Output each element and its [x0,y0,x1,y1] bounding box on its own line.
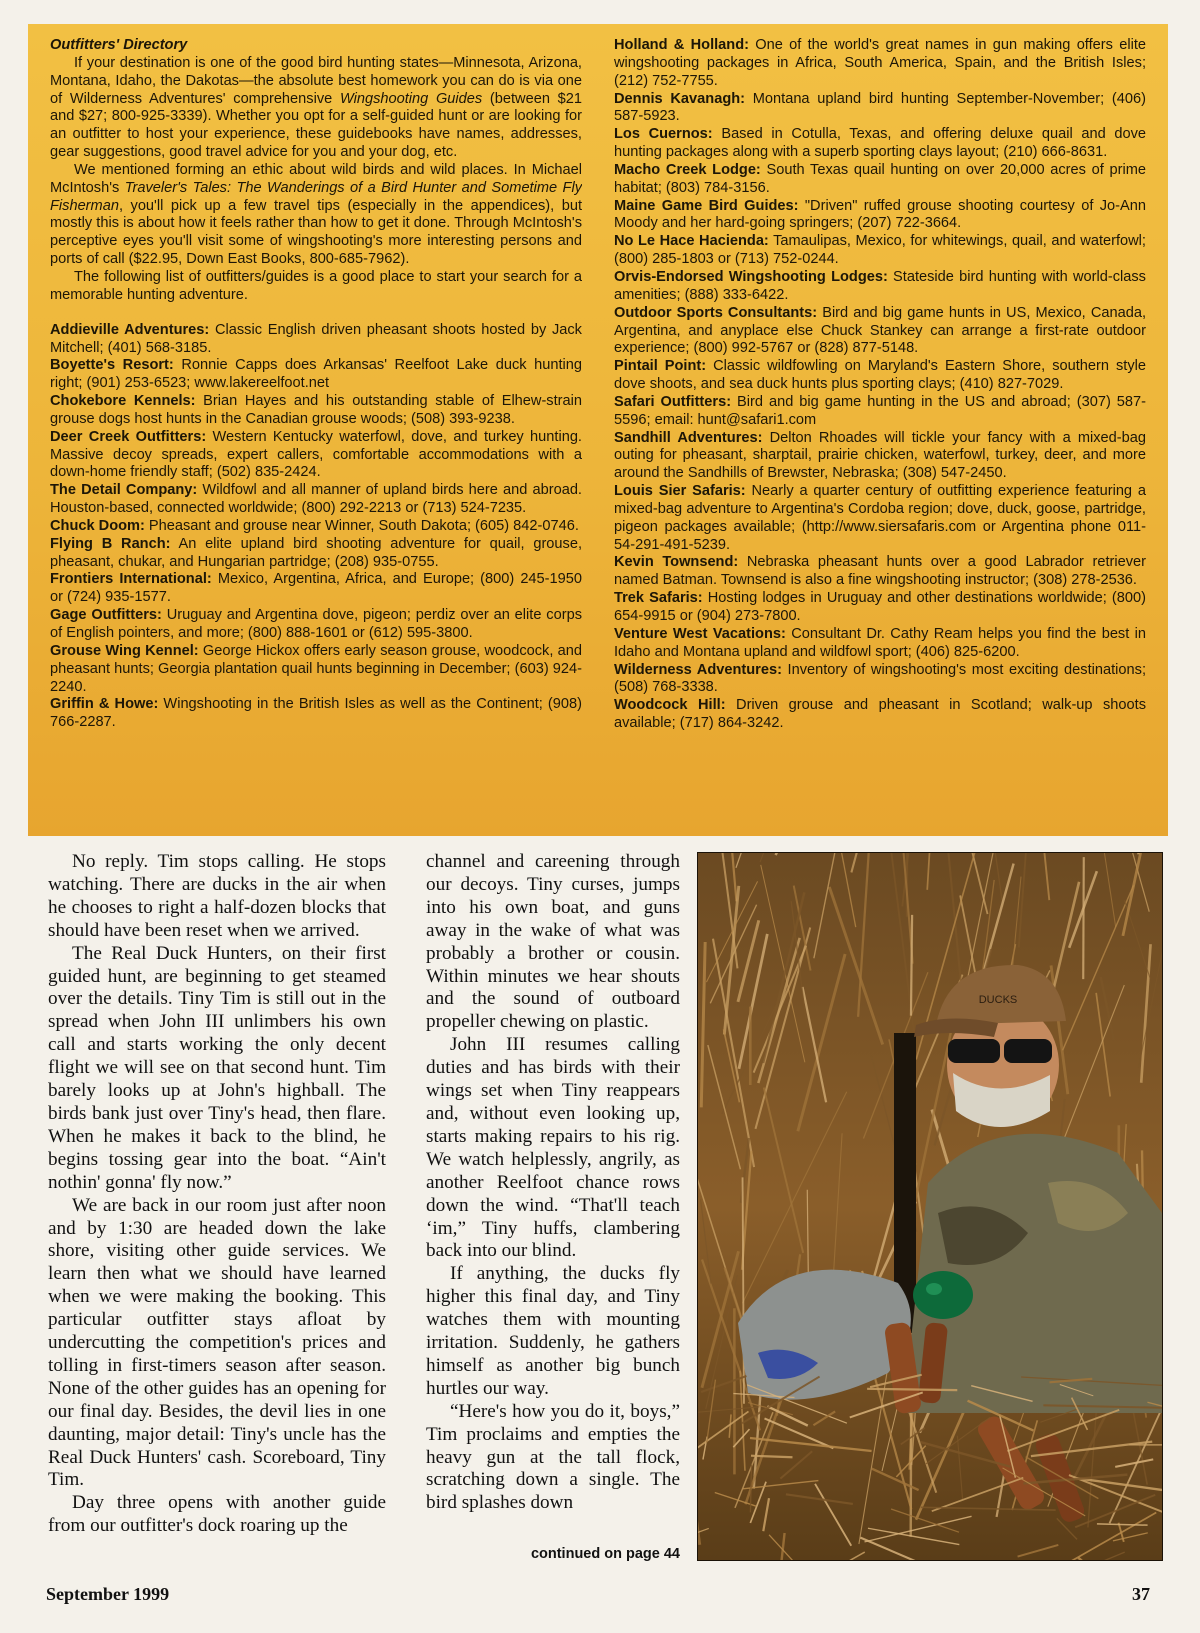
outfitter-name: Louis Sier Safaris: [614,483,746,500]
outfitter-description: Based in Cotulla, Texas, and offering deluxe quail and dove hunting packages along with a superb sporting clays layout; (210) 666-8631. [614,126,1146,161]
outfitter-description: Uruguay and Argentina dove, pigeon; perdiz over an elite corps of English pointers, and more; (800) 888-1601 or (612) 595-3800. [50,607,582,641]
directory-entries-left [50,322,582,732]
directory-entry [614,162,1146,198]
outfitter-description: Driven grouse and pheasant in Scotland; walk-up shoots available; (717) 864-3242. [614,697,1146,732]
directory-entry [50,643,582,697]
outfitter-name: Dennis Kavanagh: [614,90,746,107]
outfitter-description: Consultant Dr. Cathy Ream helps you find the best in Idaho and Montana upland and wildfowl sport; (406) 825-6200. [614,625,1146,660]
outfitter-description: Delton Rhoades will tickle your fancy with a mixed-bag outing for pheasant, sharptail, prairie chicken, waterfowl, turkey, deer, and more around the Sandhills of Brewster, Nebraska; (308) 547-2450. [614,429,1146,482]
directory-entry [614,590,1146,626]
outfitter-description: "Driven" ruffed grouse shooting courtesy of Jo-Ann Moody and her hard-going springers; (207) 722-3664. [614,197,1146,232]
outfitter-name: Chokebore Kennels: [50,393,196,410]
directory-entries-right [614,37,1146,733]
article-paragraph: “Here's how you do it, boys,” Tim proclaims and empties the heavy gun at the tall flock, scratching down a single. The bird splashes down [426,1400,680,1514]
outfitter-name: Woodcock Hill: [614,697,726,714]
directory-entry [50,357,582,393]
directory-entry [50,536,582,572]
directory-entry [614,37,1146,91]
outfitter-name: Maine Game Bird Guides: [614,197,799,214]
directory-intro-paragraph: We mentioned forming an ethic about wild birds and wild places. In Michael McIntosh's Traveler's Tales: The Wanderings of a Bird Hunter and Sometime Fly Fisherman, you'll pick up a few travel tips (especially in the appendices), but mostly this is about how it feels rather than how to get it done. Through McIntosh's perceptive eyes you'll visit some of wingshooting's more interesting persons and ports of call ($22.95, Down East Books, 800-685-7962). [50,161,582,268]
outfitters-directory-box [28,24,1168,836]
outfitter-description: Nearly a quarter century of outfitting experience featuring a mixed-bag adventure to Argentina's Cordoba region; dove, duck, goose, partridge, pigeon packages available; (http://www.siersafaris.com or Argentina phone 011-54-291-491-5239. [614,483,1146,553]
outfitter-name: Orvis-Endorsed Wingshooting Lodges: [614,268,888,285]
outfitter-name: Trek Safaris: [614,590,703,607]
page-number: 37 [1132,1584,1150,1604]
issue-date: September 1999 [46,1584,170,1604]
directory-entry [50,518,582,536]
directory-entry [614,430,1146,484]
outfitter-name: Wilderness Adventures: [614,661,782,678]
outfitter-description: Stateside bird hunting with world-class amenities; (888) 333-6422. [614,268,1146,303]
directory-intro-paragraph: If your destination is one of the good bird hunting states—Minnesota, Arizona, Montana, Idaho, the Dakotas—the absolute best homework you can do is via one of Wilderness Adventures' comprehensive Wingshooting Guides (between $21 and $27; 800-925-3339). Whether you opt for a self-guided hunt or are looking for an outfitter to host your experience, these guidebooks have names, addresses, gear suggestions, good travel advice for you and your dog, etc. [50,54,582,161]
sunglasses [948,1039,1000,1063]
directory-entry [50,482,582,518]
outfitter-name: Macho Creek Lodge: [614,161,761,178]
outfitter-description: Bird and big game hunting in the US and abroad; (307) 587-5596; email: hunt@safari1.com [614,393,1146,428]
outfitter-name: Holland & Holland: [614,37,749,53]
directory-entry [614,198,1146,234]
outfitter-description: An elite upland bird shooting adventure for quail, grouse, pheasant, chukar, and Hungarian partridge; (208) 935-0755. [50,535,582,570]
directory-entry [614,358,1146,394]
outfitter-name: Flying B Ranch: [50,535,171,552]
continued-note: continued on page 44 [530,1546,680,1562]
outfitter-description: Pheasant and grouse near Winner, South Dakota; (605) 842-0746. [144,517,579,534]
directory-entry [50,393,582,429]
outfitter-name: Gage Outfitters: [50,607,162,624]
outfitter-description: Montana upland bird hunting September-November; (406) 587-5923. [614,90,1146,125]
article-paragraph: John III resumes calling duties and has birds with their wings set when Tiny reappears and, without even looking up, starts making repairs to his rig. We watch helplessly, angrily, as another Reelfoot chance rows down the wind. “That'll teach ‘im,” Tiny huffs, clambering back into our blind. [426,1034,680,1262]
outfitter-name: Pintail Point: [614,358,707,375]
outfitter-description: Ronnie Capps does Arkansas' Reelfoot Lake duck hunting right; (901) 253-6523; www.lakereelfoot.net [50,357,582,392]
outfitter-description: Wildfowl and all manner of upland birds here and abroad. Houston-based, connected worldwide; (800) 292-2213 or (713) 524-7235. [50,482,582,517]
article-paragraph: If anything, the ducks fly higher this final day, and Tiny watches them with mounting irritation. Suddenly, he gathers himself as another big bunch hurtles our way. [426,1263,680,1399]
outfitter-name: The Detail Company: [50,482,198,499]
directory-entry [50,607,582,643]
outfitter-description: Inventory of wingshooting's most exciting destinations; (508) 768-3338. [614,661,1146,696]
outfitter-name: Grouse Wing Kennel: [50,642,199,659]
directory-entry [614,483,1146,554]
outfitter-name: Safari Outfitters: [614,393,732,410]
article-column-2 [426,851,680,1515]
directory-title: Outfitters' Directory [50,37,188,53]
outfitter-description: South Texas quail hunting on over 20,000 acres of prime habitat; (803) 784-3156. [614,161,1146,196]
hunter-in-blind-photo [697,852,1163,1561]
article-paragraph: No reply. Tim stops calling. He stops watching. There are ducks in the air when he chooses to right a half-dozen blocks that should have been reset when we arrived. [48,851,386,941]
article-paragraph: channel and careening through our decoys. Tiny curses, jumps into his own boat, and guns away in the wake of what was probably a brother or cousin. Within minutes we hear shouts and the sound of outboard propeller chewing on plastic. [426,851,680,1033]
directory-left-column [50,37,582,836]
directory-right-column [614,37,1146,836]
outfitter-description: Brian Hayes and his outstanding stable of Elhew-strain grouse dogs host hunts in the Canadian grouse woods; (508) 393-9238. [50,393,582,427]
outfitter-description: George Hickox offers early season grouse, woodcock, and pheasant hunts; Georgia plantation quail hunts beginning in December; (603) 924-2240. [50,642,582,695]
outfitter-name: Kevin Townsend: [614,554,739,571]
outfitter-name: Griffin & Howe: [50,696,159,713]
directory-entry [614,626,1146,662]
directory-entry [50,696,582,732]
outfitter-description: Mexico, Argentina, Africa, and Europe; (800) 245-1950 or (724) 935-1577. [50,571,582,606]
outfitter-name: Venture West Vacations: [614,625,786,642]
directory-entry [50,322,582,358]
outfitter-description: Classic English driven pheasant shoots hosted by Jack Mitchell; (401) 568-3185. [50,321,582,356]
directory-entry [614,554,1146,590]
outfitter-name: Los Cuernos: [614,126,713,143]
outfitter-description: Tamaulipas, Mexico, for whitewings, quail, and waterfowl; (800) 285-1803 or (713) 752-0244. [614,233,1146,268]
outfitter-name: No Le Hace Hacienda: [614,233,769,250]
mallard-head [913,1271,973,1319]
cap-logo: DUCKS [978,994,1018,1006]
outfitter-name: Sandhill Adventures: [614,429,763,446]
directory-entry [614,697,1146,733]
article-paragraph: We are back in our room just after noon and by 1:30 are headed down the lake shore, visiting other guide services. We learn then what we should have learned when we were making the booking. This particular outfitter stays afloat by undercutting the competition's prices and tolling in first-timers season after season. None of the other guides has an opening for our final day. Besides, the devil lies in one daunting, major detail: Tiny's uncle has the Real Duck Hunters' cash. Scoreboard, Tiny Tim. [48,1194,386,1491]
outfitter-description: Bird and big game hunts in US, Mexico, Canada, Argentina, and anyplace else Chuck Stankey can arrange a first-rate outdoor experience; (800) 992-5767 or (828) 877-5148. [614,304,1146,357]
directory-entry [50,571,582,607]
outfitter-name: Boyette's Resort: [50,357,174,374]
article-column-1 [48,851,386,1538]
directory-entry [614,305,1146,359]
directory-intro-paragraph: The following list of outfitters/guides is a good place to start your search for a memorable hunting adventure. [50,268,582,303]
outfitter-name: Frontiers International: [50,571,212,588]
outfitter-description: Nebraska pheasant hunts over a good Labrador retriever named Batman. Townsend is also a fine wingshooting instructor; (308) 278-2536. [614,554,1146,589]
outfitter-description: One of the world's great names in gun making offers elite wingshooting packages in Africa, South America, Spain, and the British Isles; (212) 752-7755. [614,37,1146,89]
directory-entry [614,126,1146,162]
outfitter-description: Western Kentucky waterfowl, dove, and turkey hunting. Massive decoy spreads, expert callers, comfortable accommodations with a down-home friendly staff; (502) 835-2424. [50,428,582,481]
article-paragraph: The Real Duck Hunters, on their first guided hunt, are beginning to get steamed over the details. Tiny Tim is still out in the spread when John III unlimbers his own call and starts working the only decent flight we will see on that second hunt. Tim barely looks up at John's highball. The birds bank just over Tiny's head, then flare. When he makes it back to the blind, he begins tossing gear into the boat. “Ain't nothin' gonna' fly now.” [48,942,386,1193]
directory-entry [614,233,1146,269]
outfitter-description: Wingshooting in the British Isles as well as the Continent; (908) 766-2287. [50,696,582,731]
spacer [50,305,582,322]
directory-entry [50,429,582,483]
outfitter-description: Classic wildfowling on Maryland's Eastern Shore, southern style dove shoots, and sea duck hunts plus sporting clays; (410) 827-7029. [614,358,1146,393]
directory-entry [614,91,1146,127]
article-paragraph: Day three opens with another guide from our outfitter's dock roaring up the [48,1492,386,1537]
photo-illustration [698,853,1162,1560]
directory-entry [614,269,1146,305]
outfitter-description: Hosting lodges in Uruguay and other destinations worldwide; (800) 654-9915 or (904) 273-7800. [614,590,1146,624]
outfitter-name: Outdoor Sports Consultants: [614,304,818,321]
directory-entry [614,394,1146,430]
outfitter-name: Deer Creek Outfitters: [50,428,207,445]
outfitter-name: Chuck Doom: [50,517,145,534]
outfitter-name: Addieville Adventures: [50,321,210,338]
directory-entry [614,662,1146,698]
